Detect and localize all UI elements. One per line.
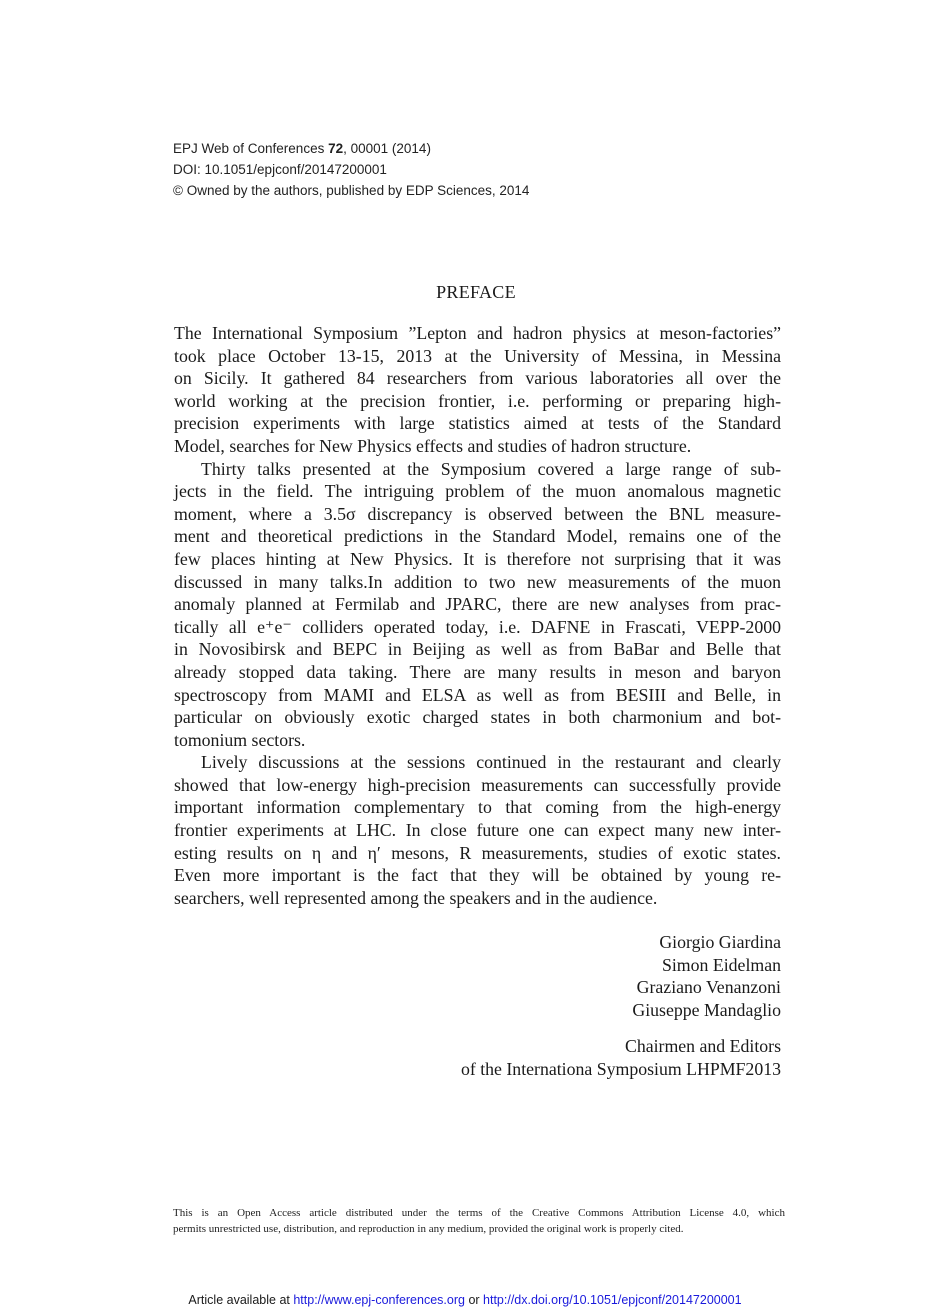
text-line: precision experiments with large statistics aimed at tests of the Standard xyxy=(174,413,781,434)
footer-or: or xyxy=(464,1293,484,1307)
text-line: took place October 13-15, 2013 at the University of Messina, in Messina xyxy=(174,345,781,366)
preface-body xyxy=(174,322,781,909)
signatory-name: Simon Eidelman xyxy=(661,954,781,975)
text-line: Model, searches for New Physics effects and studies of hadron structure. xyxy=(174,435,692,456)
text-line: esting results on η and η′ mesons, R measurements, studies of exotic states. xyxy=(174,842,781,863)
role-line: Chairmen and Editors xyxy=(624,1036,781,1056)
text-line: searchers, well represented among the speakers and in the audience. xyxy=(174,887,658,908)
epj-conferences-link[interactable]: http://www.epj-conferences.org xyxy=(293,1293,465,1307)
signatories xyxy=(632,931,781,1021)
paragraph-2 xyxy=(174,458,781,752)
text-line: spectroscopy from MAMI and ELSA as well as from BESIII and Belle, in xyxy=(174,684,781,705)
signatory-name: Giorgio Giardina xyxy=(659,932,781,952)
license-line: permits unrestricted use, distribution, and reproduction in any medium, provided the original work is properly cited. xyxy=(173,1223,684,1235)
doi-line: DOI: 10.1051/epjconf/20147200001 xyxy=(173,162,387,177)
journal-header xyxy=(173,138,529,201)
license-note xyxy=(173,1205,785,1237)
text-line: tically all e⁺e⁻ colliders operated today, i.e. DAFNE in Frascati, VEPP-2000 xyxy=(174,616,781,637)
text-line: frontier experiments at LHC. In close future one can expect many new inter- xyxy=(174,820,781,841)
text-line: jects in the field. The intriguing problem of the muon anomalous magnetic xyxy=(174,481,781,502)
paragraph-1 xyxy=(174,322,781,458)
text-line: in Novosibirsk and BEPC in Beijing as well as from BaBar and Belle that xyxy=(174,639,781,660)
text-line: ment and theoretical predictions in the Standard Model, remains one of the xyxy=(174,526,781,547)
volume-number: 72 xyxy=(328,141,344,156)
text-line: The International Symposium ”Lepton and hadron physics at meson-factories” xyxy=(174,323,781,343)
citation-line xyxy=(173,138,529,159)
signatory-name: Graziano Venanzoni xyxy=(636,977,781,998)
role-line: of the Internationa Symposium LHPMF2013 xyxy=(460,1058,781,1079)
article-footer xyxy=(0,1293,930,1307)
text-line: discussed in many talks.In addition to two new measurements of the muon xyxy=(174,571,781,592)
page-title: PREFACE xyxy=(436,282,516,302)
paragraph-3 xyxy=(174,751,781,909)
text-line: anomaly planned at Fermilab and JPARC, there are new analyses from prac- xyxy=(174,594,781,615)
footer-prefix: Article available at xyxy=(188,1293,294,1307)
text-line: tomonium sectors. xyxy=(174,729,306,750)
text-line: Thirty talks presented at the Symposium covered a large range of sub- xyxy=(201,458,781,479)
journal-name: EPJ Web of Conferences xyxy=(173,141,329,156)
text-line: particular on obviously exotic charged states in both charmonium and bot- xyxy=(174,707,781,728)
license-line: This is an Open Access article distributed under the terms of the Creative Commons Attribution License 4.0, which xyxy=(173,1207,785,1219)
text-line: Lively discussions at the sessions continued in the restaurant and clearly xyxy=(201,752,781,773)
text-line: moment, where a 3.5σ discrepancy is observed between the BNL measure- xyxy=(174,503,781,524)
article-number: , 00001 (2014) xyxy=(343,141,431,156)
text-line: Even more important is the fact that they will be obtained by young re- xyxy=(174,865,781,886)
signatory-name: Giuseppe Mandaglio xyxy=(632,999,781,1020)
editor-role xyxy=(461,1035,781,1080)
copyright-line: © Owned by the authors, published by EDP Sciences, 2014 xyxy=(173,183,530,198)
text-line: important information complementary to that coming from the high-energy xyxy=(174,797,781,818)
doi-link[interactable]: http://dx.doi.org/10.1051/epjconf/20147200001 xyxy=(483,1293,742,1307)
text-line: on Sicily. It gathered 84 researchers from various laboratories all over the xyxy=(174,368,781,389)
text-line: already stopped data taking. There are many results in meson and baryon xyxy=(174,661,781,682)
text-line: few places hinting at New Physics. It is therefore not surprising that it was xyxy=(174,548,781,569)
text-line: showed that low-energy high-precision measurements can successfully provide xyxy=(174,774,781,795)
text-line: world working at the precision frontier, i.e. performing or preparing high- xyxy=(174,390,781,411)
